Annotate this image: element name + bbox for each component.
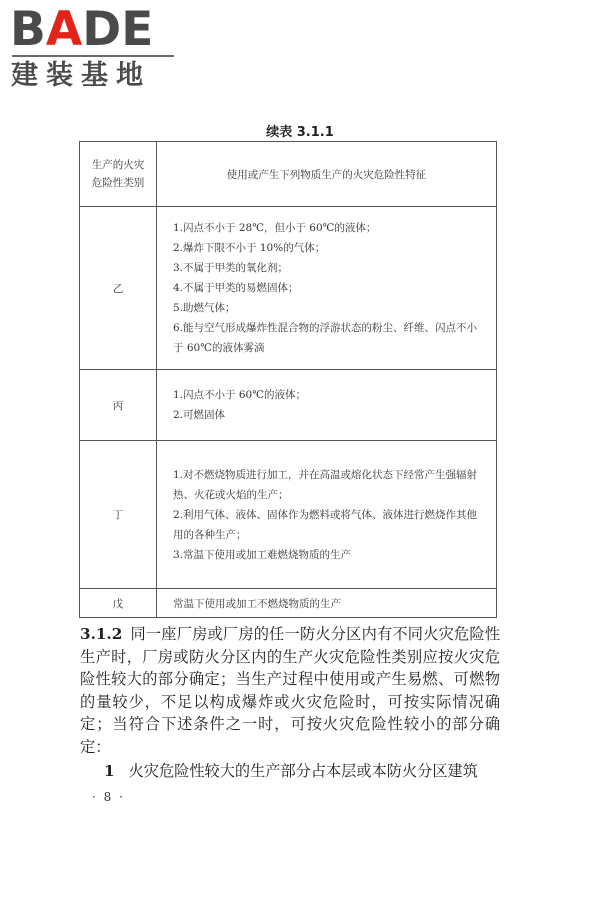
features-list (173, 465, 484, 565)
table-header-row (80, 142, 497, 207)
logo-letter-a: A (45, 2, 83, 57)
header-category-line2: 危险性类别 (91, 177, 145, 189)
features-cell (157, 207, 497, 370)
features-list (173, 385, 484, 425)
feature-item: 2.爆炸下限不小于 10%的气体； (173, 242, 326, 254)
logo-wordmark (10, 2, 180, 57)
table-caption: 续表 3.1.1 (266, 125, 334, 140)
clause-number: 3.1.2 (80, 625, 123, 643)
logo-letters-de: DE (82, 2, 154, 57)
page-number: · 8 · (92, 790, 125, 804)
bade-logo (10, 2, 180, 91)
feature-item: 2.可燃固体 (173, 409, 226, 421)
table-row (80, 207, 497, 370)
feature-item: 6.能与空气形成爆炸性混合物的浮游状态的粉尘、纤维、闪点不小于 60℃的液体雾滴 (173, 322, 478, 354)
header-category-cell (80, 142, 157, 207)
table-row (80, 441, 497, 589)
item-number: 1 (104, 762, 115, 780)
feature-item: 1.闪点不小于 60℃的液体； (173, 389, 306, 401)
feature-item: 2.利用气体、液体、固体作为燃料或将气体、液体进行燃烧作其他用的各种生产； (173, 508, 478, 541)
category-cell: 戊 (80, 589, 157, 618)
category-cell: 丁 (80, 441, 157, 589)
features-list (173, 218, 484, 358)
logo-letter-b: B (10, 2, 46, 57)
features-cell (157, 441, 497, 589)
header-features-cell: 使用或产生下列物质生产的火灾危险性特征 (157, 142, 497, 207)
features-cell (157, 370, 497, 441)
item-text: 火灾危险性较大的生产部分占本层或本防火分区建筑 (128, 762, 478, 780)
clause-item (80, 760, 500, 783)
clause-body (80, 623, 500, 783)
feature-item: 1.对不燃烧物质进行加工，并在高温或熔化状态下经常产生强辐射热、火花或火焰的生产； (173, 468, 478, 501)
feature-item: 1.闪点不小于 28℃，但小于 60℃的液体； (173, 222, 377, 234)
category-cell: 乙 (80, 207, 157, 370)
table-row (80, 370, 497, 441)
feature-item: 5.助燃气体； (173, 302, 236, 314)
feature-item: 4.不属于甲类的易燃固体； (173, 282, 299, 294)
fire-hazard-table (79, 141, 497, 618)
clause-paragraph (80, 623, 500, 758)
category-cell: 丙 (80, 370, 157, 441)
feature-item: 3.不属于甲类的氧化剂； (173, 262, 289, 274)
feature-item: 3.常温下使用或加工难燃烧物质的生产 (173, 548, 352, 561)
header-category-line1: 生产的火灾 (91, 159, 145, 171)
clause-text: 同一座厂房或厂房的任一防火分区内有不同火灾危险性生产时，厂房或防火分区内的生产火灾危险性类别应按火灾危险性较大的部分确定；当生产过程中使用或产生易燃、可燃物的量较少，不足以构成爆炸或火灾危险时，可按实际情况确定；当符合下述条件之一时，可按火灾危险性较小的部分确定： (80, 625, 500, 756)
table-row (80, 589, 497, 618)
features-cell: 常温下使用或加工不燃烧物质的生产 (157, 589, 497, 618)
logo-subtitle: 建装基地 (11, 60, 151, 91)
